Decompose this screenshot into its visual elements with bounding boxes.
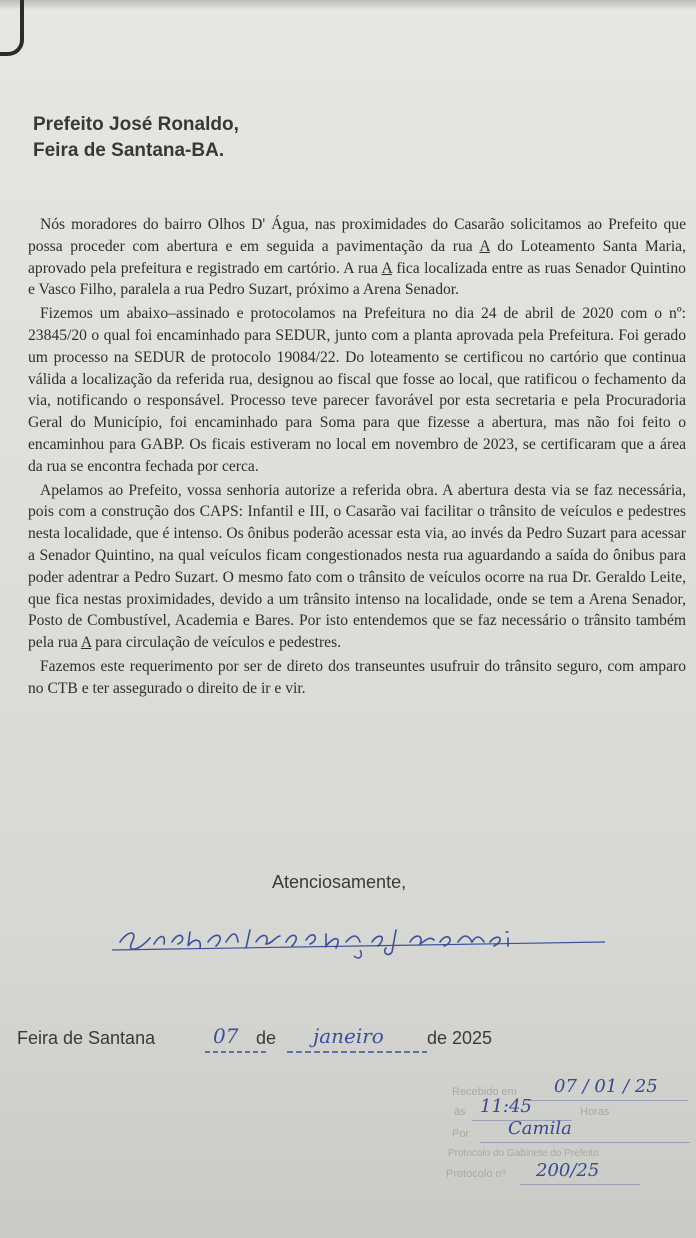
stamp-rule: [528, 1100, 688, 1101]
stamp-rule: [480, 1142, 690, 1143]
paragraph-2: Fizemos um abaixo–assinado e protocolamos na Prefeitura no dia 24 de abril de 2020 com o nº: 23845/20 o qual foi encaminhado para SEDUR, junto com a planta aprovada pela Prefeitura. Foi gerado um processo na SEDUR de protocolo 19084/22. Do loteamento se certificou no cartório que continua válida a localização da referida rua, designou ao fiscal que fosse ao local, que ratificou o fechamento da via, notificando o responsável. Processo teve parecer favorável por esta secretaria e pela Procuradoria Geral do Município, foi encaminhado para Soma para que fizesse a abertura, mas não foi feito o encaminhou para GABP. Os ficais estiveram no local em novembro de 2023, se certificaram que a área da rua se encontra fechada por cerca.: [28, 305, 686, 475]
stamp-protocol-label: Protocolo nº: [446, 1168, 506, 1180]
paragraph-1-part-b: do Loteamento Santa Maria, aprovado pela prefeitura e registrado em cartório. A rua: [28, 237, 687, 277]
date-day: 07: [213, 1024, 239, 1048]
stamp-received-label: Recebido em: [452, 1086, 517, 1098]
date-de-1: de: [256, 1028, 277, 1048]
date-line: [17, 1024, 677, 1064]
stamp-office-label: Protocolo do Gabinete do Prefeito: [448, 1148, 599, 1159]
date-city: Feira de Santana: [17, 1028, 156, 1048]
stamp-time: 11:45: [480, 1096, 532, 1117]
protocol-stamp: [440, 1076, 696, 1194]
date-month-underline: [287, 1050, 427, 1054]
letter-body: [28, 214, 686, 702]
addressee-location: Feira de Santana-BA.: [33, 140, 225, 161]
stamp-by-value: Camila: [508, 1118, 572, 1139]
stamp-received-date: 07 / 01 / 25: [554, 1076, 658, 1097]
paragraph-1-part-c: fica localizada entre as ruas Senador Quintino e Vasco Filho, paralela a rua Pedro Suzart, próximo a Arena Senador.: [28, 259, 686, 299]
date-month: janeiro: [313, 1024, 384, 1048]
street-letter: A: [80, 634, 92, 652]
date-day-underline: [205, 1050, 269, 1054]
closing: Atenciosamente,: [272, 872, 407, 892]
handwritten-signature: [110, 912, 610, 962]
letter-header: [33, 112, 239, 164]
paragraph-3-part-b: para circulação de veículos e pedestres.: [91, 634, 342, 652]
stamp-protocol-number: 200/25: [536, 1160, 600, 1181]
paragraph-3: [28, 480, 686, 654]
paragraph-4: Fazemos este requerimento por ser de direto dos transeuntes usufruir do trânsito seguro, com amparo no CTB e ter assegurado o direito de ir e vir.: [28, 657, 686, 697]
paragraph-3-part-a: Apelamos ao Prefeito, vossa senhoria autorize a referida obra. A abertura desta via se faz necessária, pois com a construção dos CAPS: Infantil e III, o Casarão vai facilitar o trânsito de veículos e pedestres nesta localidade, que é intenso. Os ônibus poderão acessar esta via, ao invés da Pedro Suzart para acessar a Senador Quintino, na qual veículos ficam congestionados nesta rua aguardando a saída do ônibus para poder adentrar a Pedro Suzart. O mesmo fato com o trânsito de veículos ocorre na rua Dr. Geraldo Leite, que fica nestas proximidades, devido a um trânsito intenso na localidade, onde se tem a Arena Senador, Posto de Combustível, Academia e Bares. Por isto entendemos que se faz necessário o trânsito também pela rua: [28, 481, 686, 652]
stamp-rule: [520, 1184, 640, 1185]
addressee: Prefeito José Ronaldo,: [33, 114, 239, 135]
paper-top-edge: [0, 0, 696, 10]
stamp-time-prefix: às: [454, 1106, 466, 1118]
street-letter: A: [381, 259, 392, 277]
date-year: de 2025: [427, 1028, 493, 1048]
paragraph-1-part-a: Nós moradores do bairro Olhos D' Água, nas proximidades do Casarão solicitamos ao Prefeito que possa proceder com abertura e em seguida a pavimentação da rua: [28, 216, 686, 255]
paragraph-1: [28, 214, 686, 301]
street-letter: A: [479, 237, 490, 255]
binder-clip: [0, 0, 24, 56]
stamp-by-label: Por: [452, 1128, 470, 1140]
stamp-time-suffix: Horas: [580, 1106, 610, 1118]
